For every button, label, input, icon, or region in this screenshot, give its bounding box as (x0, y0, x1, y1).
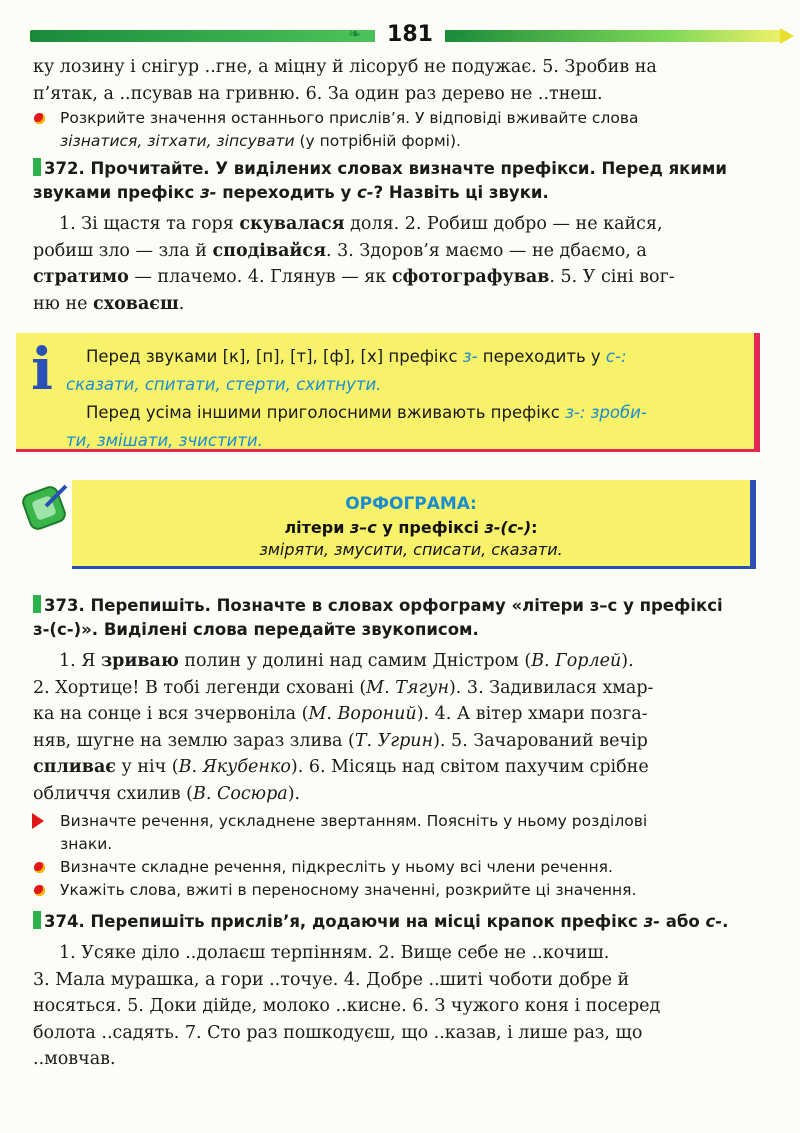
exercise-373-tasks: Визначте речення, ускладнене звертанням. Поясніть у ньому розділові знаки. Визначте складне речення, підкресліть у ньому всі члени речення. Укажіть слова, вжиті в переносному значенні, розкрийте ці значення. (60, 810, 760, 902)
continued-text: ку лозину і снігур ..гне, а міцну й лісоруб не подужає. 5. Зробив на п’ятак, а ..псував на гривню. 6. За один раз дерево не ..тнеш. (33, 57, 657, 104)
info-text: Перед звуками [к], [п], [т], [ф], [х] префікс з- переходить у с-: сказати, спитати, стерти, схитнути. Перед усіма іншими приголосними вживають префікс з-: зроби- ти, змішати, зчистити. (66, 347, 647, 450)
exercise-marker-icon (33, 595, 41, 613)
info-icon: i (30, 335, 54, 403)
header-arrow-icon (780, 28, 794, 44)
exercise-373-title: 373. Перепишіть. Позначте в словах орфограму «літери з–с у префіксі з-(с-)». Виділені слова передайте звукописом. (33, 596, 723, 639)
page-number: 181 (375, 22, 445, 48)
exercise-marker-icon (33, 911, 41, 929)
arrow-bullet-icon (32, 813, 44, 829)
exercise-374-text: 1. Усяке діло ..долаєш терпінням. 2. Вище себе не ..кочиш. 3. Мала мурашка, а гори ..точуе. 4. Добре ..шиті чоботи добре й носяться. 5. Доки дійде, молоко ..кисне. 6. З чужого коня і посеред болота ..садять. 7. Сто раз пошкодуєш, що ..казав, і лише раз, що ..мовчав. (33, 943, 661, 1069)
orthogram-subtitle: літери з–с у префіксі з-(с-): (284, 518, 538, 537)
bullet-icon (34, 885, 45, 896)
orthogram-examples: зміряти, змусити, списати, сказати. (259, 540, 563, 559)
leaf-ornament-icon: ☙ (455, 24, 470, 43)
exercise-374 (33, 910, 763, 1073)
orthogram-heading: ОРФОГРАМА: (345, 494, 477, 514)
exercise-374-title: 374. Перепишіть прислів’я, додаючи на місці крапок префікс з- або с-. (33, 910, 763, 934)
info-box (16, 333, 760, 452)
page-header (30, 24, 782, 46)
exercise-marker-icon (33, 158, 41, 176)
task-note: Розкрийте значення останнього прислів’я. У відповіді вживайте слова зізнатися, зітхати, зіпсувати (у потрібній формі). (60, 107, 760, 153)
exercise-372-text: 1. Зі щастя та горя скувалася доля. 2. Робиш добро — не кайся, робиш зло — зла й сподівайся. 3. Здоров’я маємо — не дбаємо, а стратимо — плачемо. 4. Глянув — як сфотографував. 5. У сіні вог- ню не сховаєш. (33, 214, 675, 314)
exercise-372 (33, 157, 763, 317)
exercise-373 (33, 594, 763, 807)
orthogram-panel (72, 480, 756, 569)
exercise-373-text: 1. Я зриваю полин у долині над самим Дністром (В. Горлей). 2. Хортице! В тобі легенди сховані (М. Тягун). 3. Задивилася хмар- ка на сонце і вся зчервоніла (М. Вороний). 4. А вітер хмари позга- няв, шугне на землю зараз злива (Т. Угрин). 5. Зачарований вечір спливає у ніч (В. Якубенко). 6. Місяць над світом пахучим срібне обличчя схилив (В. Сосюра). (33, 651, 654, 804)
pen-icon (16, 476, 76, 536)
bullet-icon (34, 113, 45, 124)
orthogram-box (16, 476, 756, 572)
exercise-372-title: 372. Прочитайте. У виділених словах визначте префікси. Перед якими звуками префікс з- переходить у с-? Назвіть ці звуки. (33, 159, 727, 202)
leaf-ornament-icon: ❧ (348, 24, 362, 43)
bullet-icon (34, 862, 45, 873)
